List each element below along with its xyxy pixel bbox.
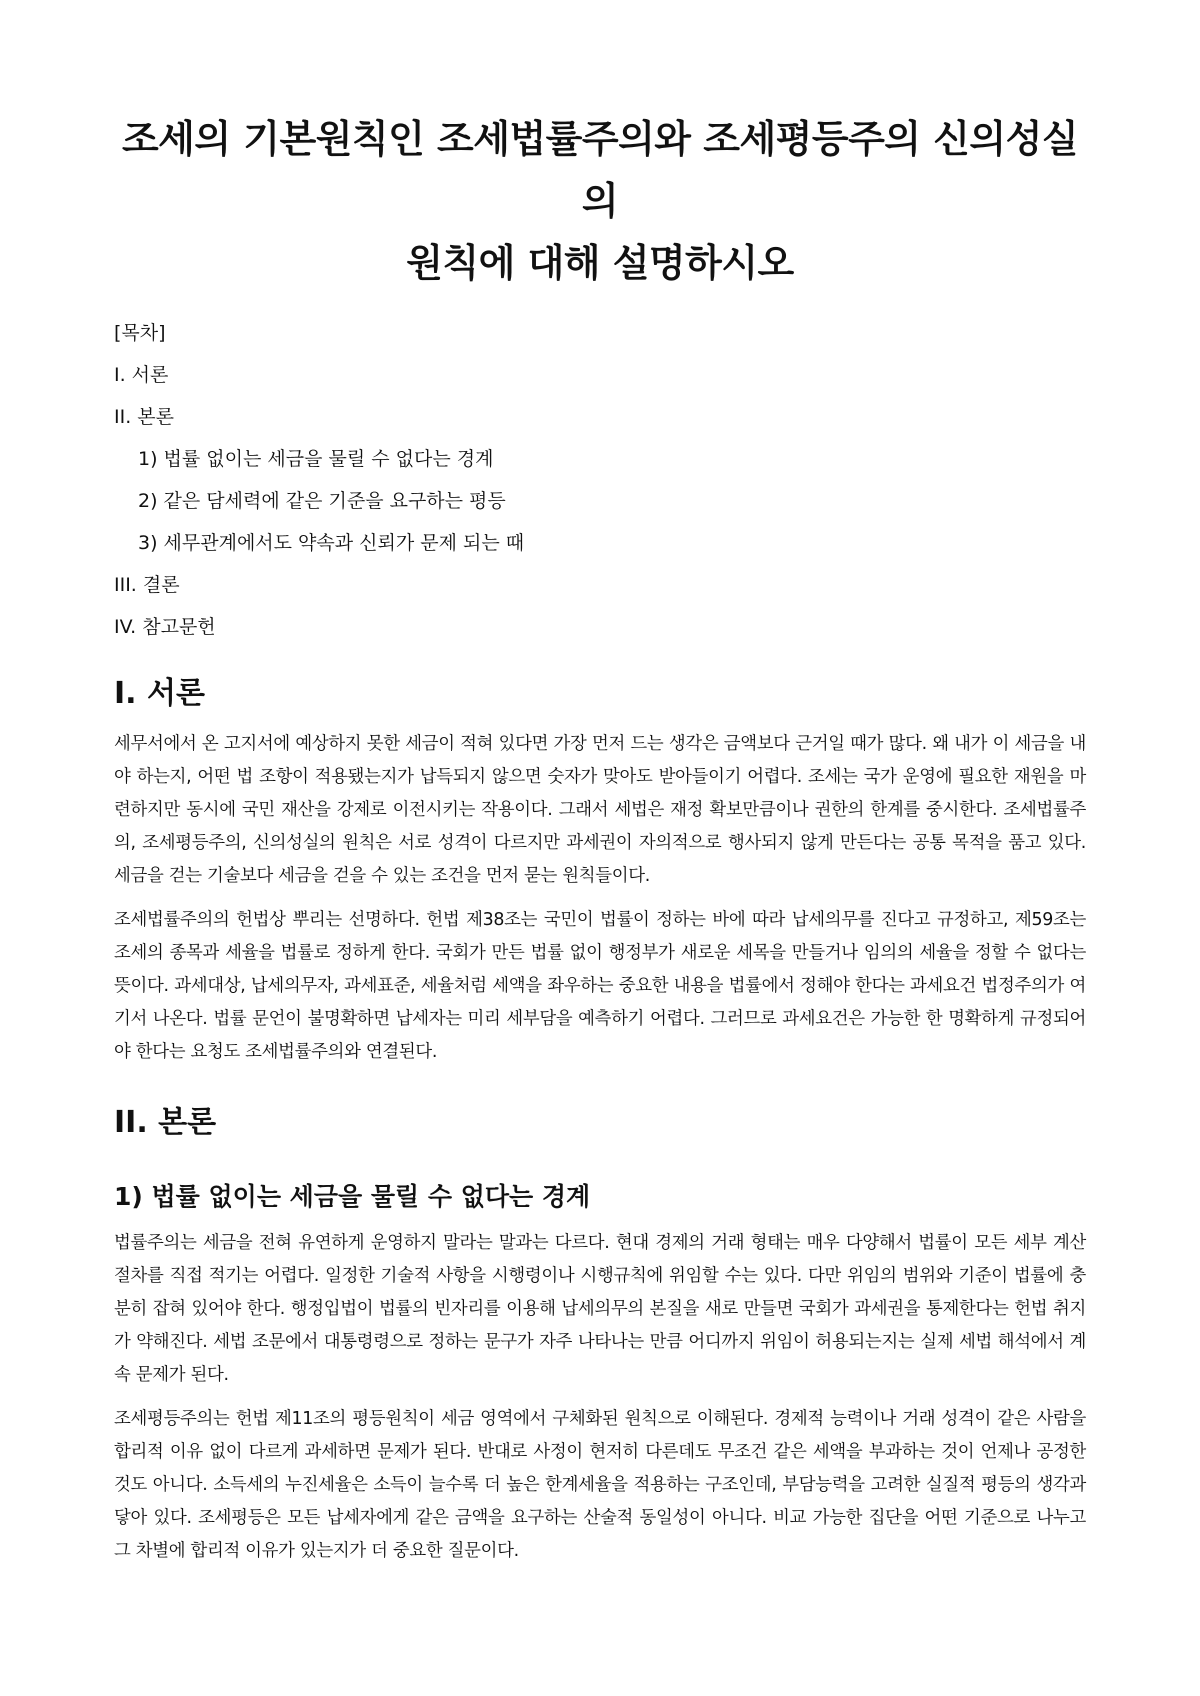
toc-item-intro: I. 서론 [114,364,169,386]
toc-list [114,362,1086,640]
section-1-heading: 1) 법률 없이는 세금을 물릴 수 없다는 경계 [114,1182,591,1211]
toc-item-references: IV. 참고문헌 [114,616,216,638]
title-line-1: 조세의 기본원칙인 조세법률주의와 조세평등주의 신의성실의 [121,117,1079,223]
toc-subitem-3: 3) 세무관계에서도 약속과 신뢰가 문제 되는 때 [138,532,525,554]
toc-item-conclusion: III. 결론 [114,574,180,596]
section-1-paragraph-1: 법률주의는 세금을 전혀 유연하게 운영하지 말라는 말과는 다르다. 현대 경제의 거래 형태는 매우 다양해서 법률이 모든 세부 계산 절차를 직접 적기는 어렵다. 일정한 기술적 사항을 시행령이나 시행규칙에 위임할 수는 있다. 다만 위임의 범위와 기준이 법률에 충분히 잡혀 있어야 한다. 행정입법이 법률의 빈자리를 이용해 납세의무의 본질을 새로 만들면 국회가 과세권을 통제한다는 헌법 취지가 약해진다. 세법 조문에서 대통령령으로 정하는 문구가 자주 나타나는 만큼 어디까지 위임이 허용되는지는 실제 세법 해석에서 계속 문제가 된다. [114,1233,1086,1385]
intro-heading: I. 서론 [114,676,205,711]
document-title [114,108,1086,294]
intro-paragraph-1: 세무서에서 온 고지서에 예상하지 못한 세금이 적혀 있다면 가장 먼저 드는 생각은 금액보다 근거일 때가 많다. 왜 내가 이 세금을 내야 하는지, 어떤 법 조항이 적용됐는지가 납득되지 않으면 숫자가 맞아도 받아들이기 어렵다. 조세는 국가 운영에 필요한 재원을 마련하지만 동시에 국민 재산을 강제로 이전시키는 작용이다. 그래서 세법은 재정 확보만큼이나 권한의 한계를 중시한다. 조세법률주의, 조세평등주의, 신의성실의 원칙은 서로 성격이 다르지만 과세권이 자의적으로 행사되지 않게 만든다는 공통 목적을 품고 있다. 세금을 걷는 기술보다 세금을 걷을 수 있는 조건을 먼저 묻는 원칙들이다. [114,734,1086,886]
title-line-2: 원칙에 대해 설명하시오 [406,241,794,285]
toc-heading: [목차] [114,322,166,344]
toc-subitem-2: 2) 같은 담세력에 같은 기준을 요구하는 평등 [138,490,506,512]
section-1-paragraph-2: 조세평등주의는 헌법 제11조의 평등원칙이 세금 영역에서 구체화된 원칙으로 이해된다. 경제적 능력이나 거래 성격이 같은 사람을 합리적 이유 없이 다르게 과세하면 문제가 된다. 반대로 사정이 현저히 다른데도 무조건 같은 세액을 부과하는 것이 언제나 공정한 것도 아니다. 소득세의 누진세율은 소득이 늘수록 더 높은 한계세율을 적용하는 구조인데, 부담능력을 고려한 실질적 평등의 생각과 닿아 있다. 조세평등은 모든 납세자에게 같은 금액을 요구하는 산술적 동일성이 아니다. 비교 가능한 집단을 어떤 기준으로 나누고 그 차별에 합리적 이유가 있는지가 더 중요한 질문이다. [114,1409,1086,1561]
body-heading: II. 본론 [114,1105,217,1140]
table-of-contents [114,320,1086,640]
toc-subitem-1: 1) 법률 없이는 세금을 물릴 수 없다는 경계 [138,448,494,470]
toc-item-body: II. 본론 [114,406,174,428]
intro-paragraph-2: 조세법률주의의 헌법상 뿌리는 선명하다. 헌법 제38조는 국민이 법률이 정하는 바에 따라 납세의무를 진다고 규정하고, 제59조는 조세의 종목과 세율을 법률로 정하게 한다. 국회가 만든 법률 없이 행정부가 새로운 세목을 만들거나 임의의 세율을 정할 수 없다는 뜻이다. 과세대상, 납세의무자, 과세표준, 세율처럼 세액을 좌우하는 중요한 내용을 법률에서 정해야 한다는 과세요건 법정주의가 여기서 나온다. 법률 문언이 불명확하면 납세자는 미리 세부담을 예측하기 어렵다. 그러므로 과세요건은 가능한 한 명확하게 규정되어야 한다는 요청도 조세법률주의와 연결된다. [114,910,1086,1062]
